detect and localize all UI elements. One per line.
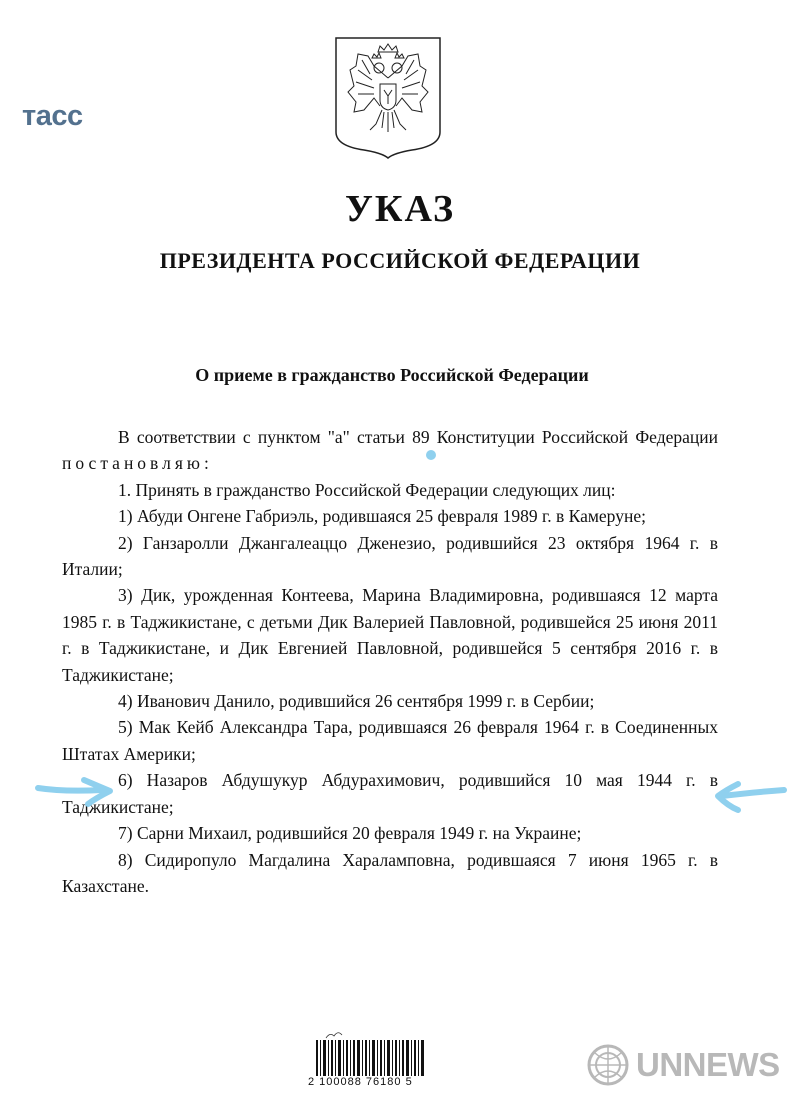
person-entry: 7) Сарни Михаил, родившийся 20 февраля 1949 г. на Украине; — [118, 823, 582, 844]
unnews-label: UNNEWS — [636, 1046, 780, 1083]
barcode-icon — [316, 1030, 426, 1080]
preamble-keyword: постановляю: — [62, 453, 213, 474]
paragraph-item-1: 1. Принять в гражданство Российской Федерации следующих лиц: — [118, 479, 616, 500]
un-emblem-icon — [586, 1043, 630, 1087]
highlight-arrow-icon — [34, 774, 116, 810]
person-entry: 1) Абуди Онгене Габриэль, родившаяся 25 февраля 1989 г. в Камеруне; — [118, 506, 646, 527]
document-title: УКАЗ — [345, 188, 455, 230]
document-subtitle: ПРЕЗИДЕНТА РОССИЙСКОЙ ФЕДЕРАЦИИ — [159, 248, 641, 273]
decree-body — [62, 424, 718, 899]
unnews-watermark — [586, 1042, 780, 1088]
decree-title: О приеме в гражданство Российской Федерации — [195, 365, 589, 385]
state-emblem-icon — [334, 36, 442, 160]
preamble — [62, 424, 718, 477]
highlight-dot-icon — [424, 448, 438, 462]
person-entry: 2) Ганзаролли Джангалеаццо Дженезио, родившийся 23 октября 1964 г. в Италии; — [62, 532, 718, 580]
person-entry: 4) Иванович Данило, родившийся 26 сентября 1999 г. в Сербии; — [118, 691, 595, 712]
preamble-text: В соответствии с пунктом "а" статьи 89 Конституции Российской Федерации — [118, 427, 718, 447]
tass-watermark: тасс — [22, 100, 83, 132]
highlight-arrow-icon — [712, 778, 788, 818]
person-entry: 6) Назаров Абдушукур Абдурахимович, родившийся 10 мая 1944 г. в Таджикистане; — [62, 770, 718, 817]
person-entry: 3) Дик, урожденная Контеева, Марина Владимировна, родившаяся 12 марта 1985 г. в Таджикистане, с детьми Дик Валерией Павловной, родившейся 25 июня 2011 г. в Таджикистане, и Дик Евгенией Павловной, родившейся 5 сентября 2016 г. в Таджикистане; — [62, 585, 718, 685]
person-entry: 8) Сидиропуло Магдалина Хараламповна, родившаяся 7 июня 1965 г. в Казахстане. — [62, 849, 718, 896]
barcode-number: 2 100088 76180 5 — [308, 1076, 413, 1088]
person-entry-highlighted: 5) Мак Кейб Александра Тара, родившаяся 26 февраля 1964 г. в Соединенных Штатах Америки; — [62, 717, 718, 764]
